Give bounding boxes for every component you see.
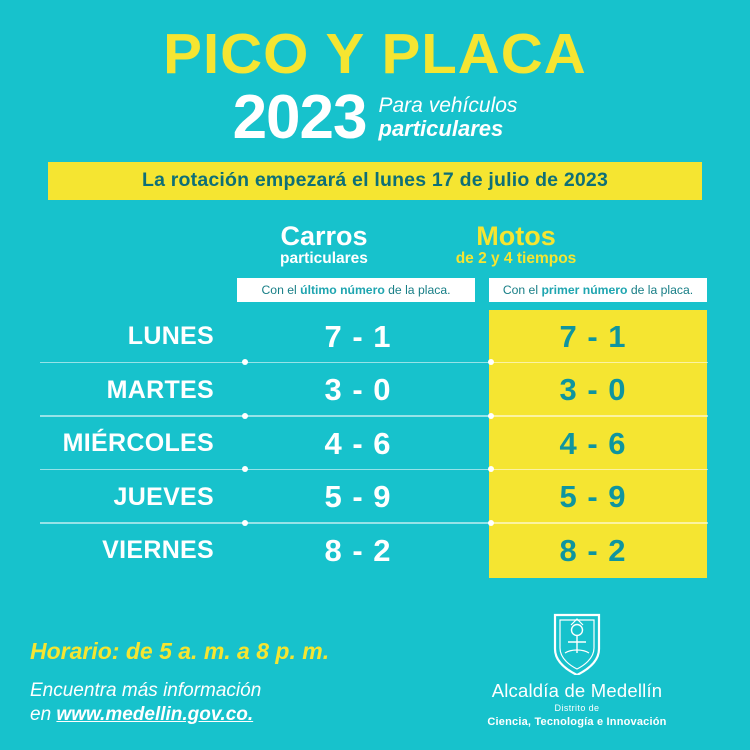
subtitle-line-1: Para vehículos: [378, 93, 518, 117]
row-carros-value: 4 - 6: [324, 425, 392, 461]
column-header-motos-title: Motos: [476, 220, 556, 251]
note-motos-suffix: de la placa.: [627, 282, 694, 297]
note-motos-prefix: Con el: [502, 282, 542, 297]
row-motos-value: 4 - 6: [559, 425, 627, 461]
note-motos-digit: [489, 278, 707, 302]
pico-y-placa-table: [0, 222, 750, 582]
row-day-label: JUEVES: [113, 482, 214, 511]
row-carros-value: 8 - 2: [324, 532, 392, 568]
footer-info: [30, 638, 460, 728]
row-day-label: MIÉRCOLES: [62, 429, 214, 458]
table-row: [0, 310, 750, 364]
note-carros-strong: último número: [300, 282, 385, 297]
row-motos-value: 7 - 1: [559, 318, 627, 354]
table-row: [0, 470, 750, 524]
logo-subtitle-1: Distrito de: [554, 703, 600, 713]
title-secondary-row: [0, 83, 750, 152]
table-column-headers: [232, 222, 616, 268]
table-row: [0, 417, 750, 471]
rotation-prefix: La rotación empezará el: [141, 168, 375, 191]
schedule-label: Horario: de 5 a. m. a 8 p. m.: [30, 637, 330, 664]
more-info-text: [30, 679, 460, 728]
rotation-banner: [48, 162, 702, 200]
coat-of-arms-icon: [551, 609, 603, 675]
column-header-carros-subtitle: particulares: [280, 250, 368, 268]
subtitle-line-2: particulares: [378, 115, 504, 141]
table-rows: [0, 310, 750, 578]
page-title: PICO Y PLACA: [163, 22, 587, 86]
column-header-motos: [416, 222, 616, 268]
logo-subtitle-2: Ciencia, Tecnología e Innovación: [487, 716, 667, 728]
note-carros-prefix: Con el: [261, 282, 301, 297]
row-carros-value: 3 - 0: [324, 372, 392, 408]
row-day-label: MARTES: [106, 375, 214, 404]
row-carros-value: 7 - 1: [324, 318, 392, 354]
logo-name: Alcaldía de Medellín: [491, 679, 663, 701]
vehicle-type-subtitle: [379, 95, 518, 148]
row-carros-value: 5 - 9: [324, 479, 392, 515]
more-info-line-1: Encuentra más información: [30, 679, 262, 701]
more-info-line-2-prefix: en: [30, 704, 57, 726]
column-header-carros: [232, 222, 416, 268]
row-day-label: VIERNES: [102, 536, 214, 565]
row-motos-value: 8 - 2: [559, 532, 627, 568]
column-header-carros-title: Carros: [280, 220, 368, 251]
table-row: [0, 524, 750, 578]
website-link[interactable]: www.medellin.gov.co.: [56, 704, 254, 726]
row-motos-value: 3 - 0: [559, 372, 627, 408]
row-motos-value: 5 - 9: [559, 479, 627, 515]
year-label: 2023: [232, 83, 367, 152]
column-header-motos-subtitle: de 2 y 4 tiempos: [455, 250, 577, 268]
alcaldia-logo: [462, 609, 692, 728]
row-day-label: LUNES: [127, 322, 214, 351]
note-carros-suffix: de la placa.: [384, 282, 451, 297]
table-row: [0, 363, 750, 417]
rotation-date: lunes 17 de julio de 2023: [374, 168, 609, 191]
note-motos-strong: primer número: [541, 282, 628, 297]
note-carros-digit: [237, 278, 475, 302]
